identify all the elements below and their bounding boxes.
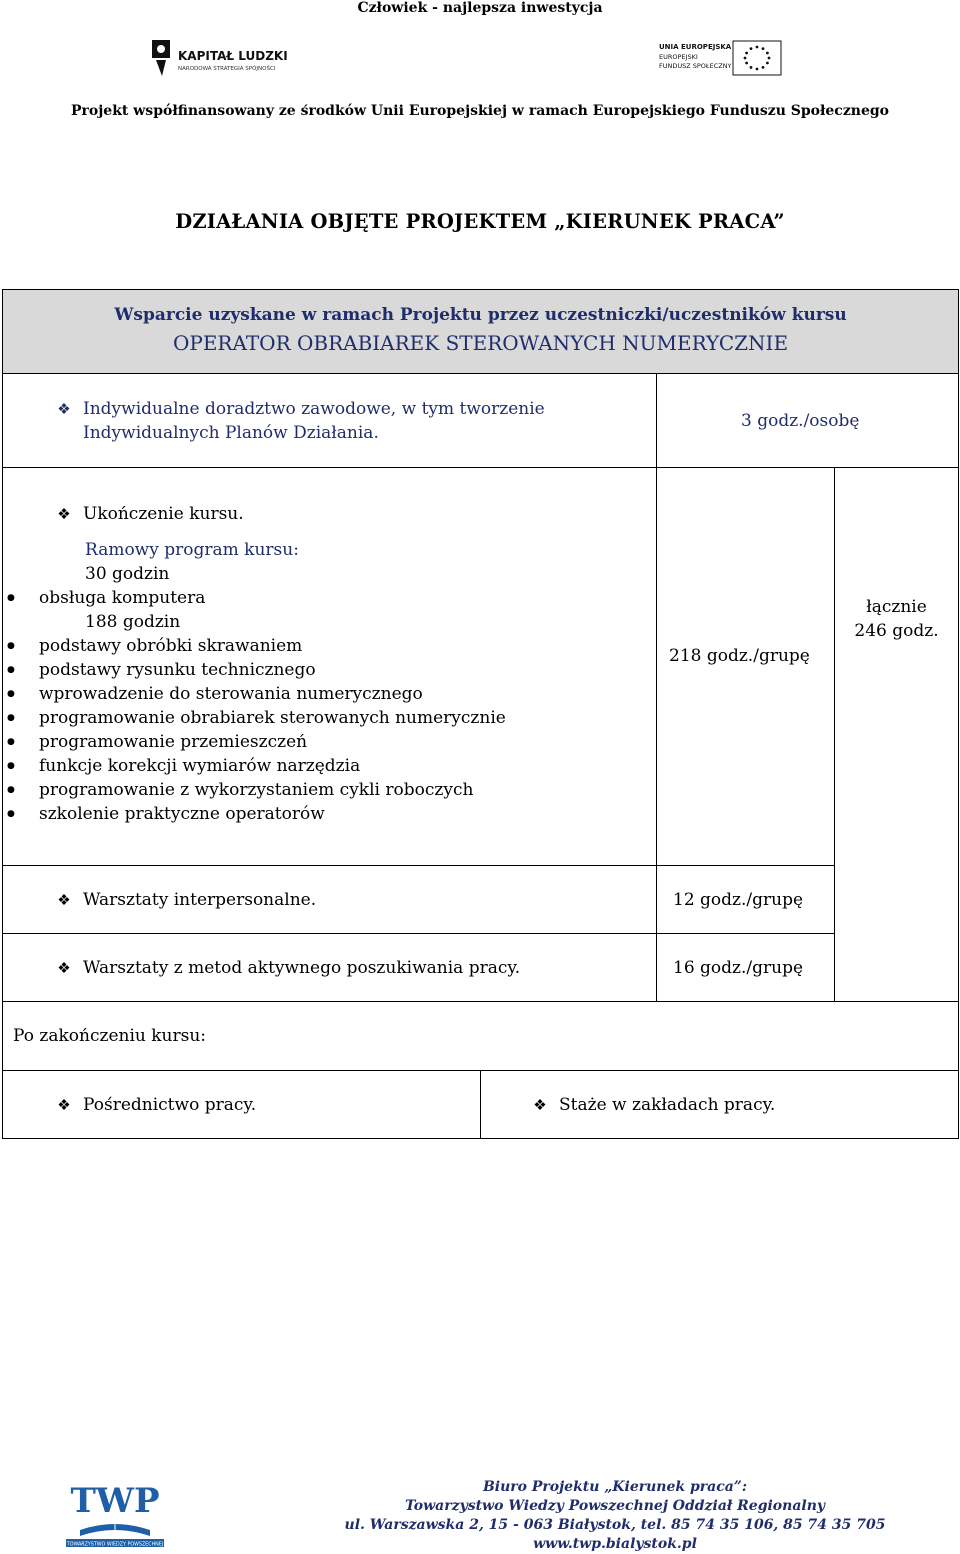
list-item: ● programowanie z wykorzystaniem cykli roboczych [3, 778, 656, 802]
eu-logo-line3: FUNDUSZ SPOŁECZNY [659, 62, 732, 70]
list-item: ● podstawy rysunku technicznego [3, 658, 656, 682]
footer-line3: ul. Warszawska 2, 15 - 063 Białystok, tel. 85 74 35 106, 85 74 35 705 [344, 1517, 886, 1533]
row-job-search [3, 934, 657, 1002]
cofinancing-note: Projekt współfinansowany ze środków Unii Europejskiej w ramach Europejskiego Funduszu Społecznego [71, 103, 889, 119]
twp-logo [60, 1478, 170, 1548]
job-search-hours: 16 godz./grupę [657, 934, 835, 1002]
program-title: Ramowy program kursu: [85, 540, 299, 560]
counseling-hours: 3 godz./osobę [657, 374, 959, 468]
total-hours: 246 godz. [854, 620, 939, 641]
diamond-bullet-icon: ❖ [57, 505, 71, 523]
row-interpersonal [3, 866, 657, 934]
interpersonal-hours: 12 godz./grupę [657, 866, 835, 934]
footer-line2: Towarzystwo Wiedzy Powszechnej Oddział Regionalny [404, 1498, 826, 1514]
kapital-ludzki-subtitle: NARODOWA STRATEGIA SPÓJNOŚCI [178, 66, 276, 72]
group2-hours: 188 godzin [85, 612, 181, 632]
footer-website-link[interactable]: www.twp.bialystok.pl [533, 1536, 697, 1552]
document-title: DZIAŁANIA OBJĘTE PROJEKTEM „KIERUNEK PRACA” [175, 210, 785, 233]
diamond-bullet-icon: ❖ [533, 1095, 547, 1114]
kapital-ludzki-logo [148, 36, 288, 80]
total-cell [835, 468, 959, 1002]
group1-list [3, 586, 656, 610]
diamond-bullet-icon: ❖ [57, 400, 71, 418]
eu-logo [655, 38, 785, 78]
twp-logo-text: TWP [70, 1481, 160, 1521]
list-item: ● programowanie przemieszczeń [3, 730, 656, 754]
list-item: ● szkolenie praktyczne operatorów [3, 802, 656, 826]
list-item: ● funkcje korekcji wymiarów narzędzia [3, 754, 656, 778]
course-label: Ukończenie kursu. [83, 504, 244, 524]
row-counseling [3, 374, 657, 468]
eu-logo-line2: EUROPEJSKI [659, 53, 698, 61]
table-header [3, 290, 959, 374]
diamond-bullet-icon: ❖ [57, 890, 71, 909]
list-item: ● wprowadzenie do sterowania numerycznego [3, 682, 656, 706]
interpersonal-label: Warsztaty interpersonalne. [83, 889, 317, 910]
eu-logo-line1: UNIA EUROPEJSKA [659, 43, 732, 51]
diamond-bullet-icon: ❖ [57, 958, 71, 977]
tagline: Człowiek - najlepsza inwestycja [357, 0, 603, 16]
footer-address [310, 1478, 920, 1554]
footer-line1: Biuro Projektu „Kierunek praca”: [482, 1479, 748, 1495]
list-item: ● obsługa komputera [3, 586, 656, 610]
diamond-bullet-icon: ❖ [57, 1095, 71, 1114]
placement-label: Pośrednictwo pracy. [83, 1094, 257, 1115]
row-course [3, 468, 657, 866]
table-header-line2: OPERATOR OBRABIAREK STEROWANYCH NUMERYCZNIE [172, 331, 789, 355]
row-placement [3, 1071, 481, 1139]
group1-hours: 30 godzin [85, 564, 170, 584]
activities-table [2, 289, 959, 1139]
row-internships [481, 1071, 959, 1139]
total-label: łącznie [866, 596, 927, 617]
list-item: ● podstawy obróbki skrawaniem [3, 634, 656, 658]
internships-label: Staże w zakładach pracy. [559, 1094, 776, 1115]
twp-logo-caption: TOWARZYSTWO WIEDZY POWSZECHNEJ [66, 1542, 164, 1548]
kapital-ludzki-title: KAPITAŁ LUDZKI [178, 49, 288, 63]
job-search-label: Warsztaty z metod aktywnego poszukiwania pracy. [83, 957, 521, 978]
counseling-label: Indywidualne doradztwo zawodowe, w tym tworzenie Indywidualnych Planów Działania. [83, 399, 545, 443]
table-header-line1: Wsparcie uzyskane w ramach Projektu przez uczestniczki/uczestników kursu [114, 305, 847, 325]
after-course-label: Po zakończeniu kursu: [3, 1002, 959, 1071]
course-hours: 218 godz./grupę [657, 468, 835, 866]
list-item: ● programowanie obrabiarek sterowanych numerycznie [3, 706, 656, 730]
group2-list [3, 634, 656, 826]
